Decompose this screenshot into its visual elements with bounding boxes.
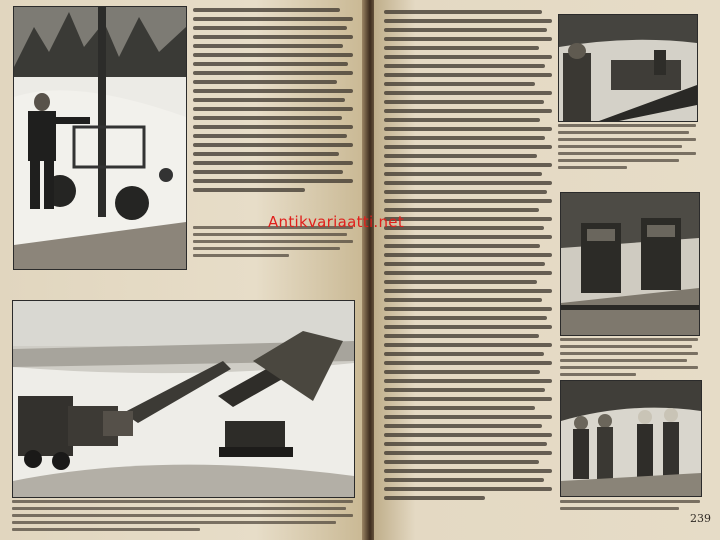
- excavator-photo-caption: [12, 500, 353, 535]
- watermark-text: Antikvariaatti.net: [268, 213, 405, 231]
- crew-group-caption: [560, 500, 700, 514]
- rail-workers-caption: [558, 124, 696, 173]
- right-column-text: [384, 10, 552, 505]
- page-number: 239: [690, 512, 711, 525]
- drill-photo-caption: [193, 226, 353, 261]
- left-column-text: [193, 8, 353, 197]
- excavator-site-photo: [12, 300, 355, 498]
- track-machines-caption: [560, 338, 698, 380]
- rail-workers-photo: [558, 14, 698, 122]
- crew-group-photo: [560, 380, 702, 497]
- drill-worker-photo: [13, 6, 187, 270]
- track-machines-photo: [560, 192, 700, 336]
- right-page: [374, 0, 720, 540]
